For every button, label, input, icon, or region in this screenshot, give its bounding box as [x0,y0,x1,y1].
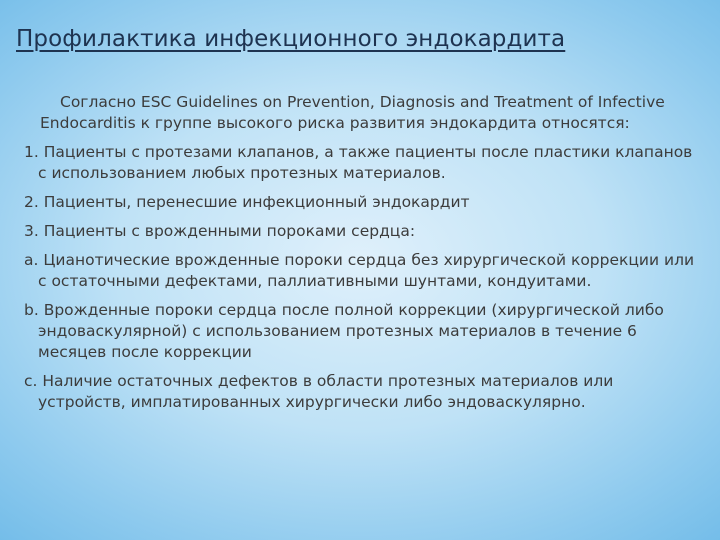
slide-body [24,92,704,421]
list-item-2: 2. Пациенты, перенесшие инфекционный эндокардит [24,193,470,211]
list-item-b: b. Врожденные пороки сердца после полной коррекции (хирургической либо эндоваскулярной) с использованием протезных материалов в течение 6 месяцев после коррекции [24,301,664,361]
list-item-3: 3. Пациенты с врожденными пороками сердца: [24,222,416,240]
slide-title: Профилактика инфекционного эндокардита [16,26,566,52]
list-item-c: c. Наличие остаточных дефектов в области протезных материалов или устройств, имплатированных хирургически либо эндоваскулярно. [24,372,614,411]
list-item-a: a. Цианотические врожденные пороки сердца без хирургической коррекции или с остаточными дефектами, паллиативными шунтами, кондуитами. [24,251,695,290]
intro-paragraph: Согласно ESC Guidelines on Prevention, Diagnosis and Treatment of Infective Endocarditis к группе высокого риска развития эндокардита относятся: [40,93,665,132]
list-item-1: 1. Пациенты с протезами клапанов, а также пациенты после пластики клапанов с использованием любых протезных материалов. [24,143,693,182]
